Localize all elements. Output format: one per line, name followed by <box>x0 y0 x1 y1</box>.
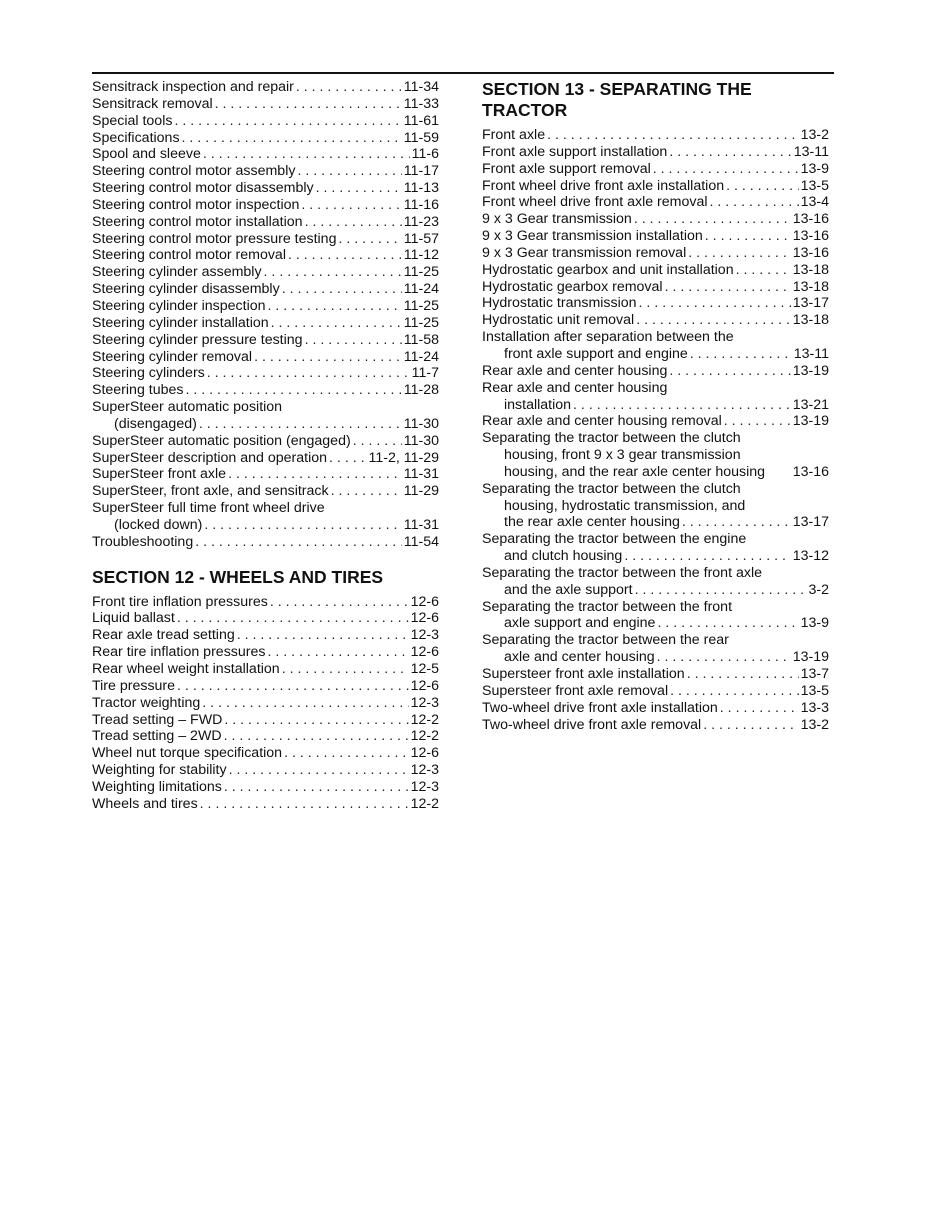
index-entry[interactable] <box>92 745 439 762</box>
entry-title: Steering control motor installation <box>92 213 303 230</box>
index-entry[interactable] <box>482 178 829 195</box>
entry-title: Rear axle and center housing removal <box>482 413 722 430</box>
page-number: 12-3 <box>410 778 439 795</box>
entry-title: Front wheel drive front axle removal <box>482 194 708 211</box>
index-entry[interactable] <box>482 363 829 380</box>
index-entry[interactable] <box>92 365 439 382</box>
dot-leader <box>690 346 792 363</box>
entry-title: Rear axle and center housing <box>482 379 668 396</box>
index-entry[interactable] <box>92 627 439 644</box>
index-entry[interactable] <box>92 762 439 779</box>
section12-index-list <box>92 594 439 813</box>
dot-leader <box>228 466 402 483</box>
entry-title: Tractor weighting <box>92 694 201 711</box>
dot-leader <box>182 130 402 147</box>
entry-title: Separating the tractor between the clutch <box>482 430 741 447</box>
page-number: 11-16 <box>403 196 439 213</box>
index-entry[interactable] <box>92 610 439 627</box>
entry-title: Wheels and tires <box>92 795 198 812</box>
dot-leader <box>329 450 366 467</box>
entry-title: Steering control motor removal <box>92 247 286 264</box>
page-number: 12-6 <box>410 745 439 762</box>
dot-leader <box>331 483 402 500</box>
dot-leader <box>186 382 402 399</box>
dot-leader <box>669 363 790 380</box>
page-number: 11-29 <box>403 483 439 500</box>
entry-title: Tread setting – 2WD <box>92 728 222 745</box>
entry-title: 9 x 3 Gear transmission <box>482 211 632 228</box>
entry-title: Steering cylinder inspection <box>92 297 266 314</box>
entry-continuation: installation <box>504 396 572 413</box>
entry-title: Wheel nut torque specification <box>92 745 283 762</box>
page-number: 13-17 <box>792 295 829 312</box>
dot-leader <box>200 796 409 813</box>
top-rule <box>92 72 834 74</box>
page-number: 11-31 <box>403 516 439 533</box>
index-entry[interactable] <box>92 661 439 678</box>
entry-title: Rear tire inflation pressures <box>92 644 266 661</box>
index-entry[interactable] <box>482 632 829 666</box>
page-number: 11-24 <box>403 281 439 298</box>
dot-leader <box>301 197 401 214</box>
index-entry[interactable] <box>92 315 439 332</box>
entry-title: Spool and sleeve <box>92 146 201 163</box>
dot-leader <box>724 413 791 430</box>
entry-continuation: housing, and the rear axle center housing <box>504 463 766 480</box>
page-number: 11-13 <box>403 180 439 197</box>
page-number: 12-2 <box>410 711 439 728</box>
entry-title: 9 x 3 Gear transmission installation <box>482 228 703 245</box>
index-entry[interactable] <box>92 349 439 366</box>
dot-leader <box>726 178 798 195</box>
index-entry[interactable] <box>482 295 829 312</box>
dot-leader <box>353 433 402 450</box>
index-entry[interactable] <box>92 231 439 248</box>
entry-title: SuperSteer front axle <box>92 466 227 483</box>
dot-leader <box>687 666 799 683</box>
page-number: 13-9 <box>800 615 829 632</box>
entry-title: Separating the tractor between the clutch <box>482 480 741 497</box>
page-number: 12-5 <box>410 661 439 677</box>
entry-title: Front axle support removal <box>482 160 651 177</box>
dot-leader <box>657 615 798 632</box>
index-entry[interactable] <box>92 712 439 729</box>
page-number: 12-6 <box>410 610 439 627</box>
entry-title: Troubleshooting <box>92 533 194 550</box>
index-entry[interactable] <box>92 130 439 147</box>
index-entry[interactable] <box>92 163 439 180</box>
page-number: 13-9 <box>800 160 829 177</box>
page-number: 13-3 <box>800 699 829 716</box>
entry-title: SuperSteer automatic position (engaged) <box>92 432 351 449</box>
index-entry[interactable] <box>482 194 829 211</box>
index-entry[interactable] <box>92 146 439 163</box>
index-entry[interactable] <box>482 329 829 363</box>
entry-continuation: and clutch housing <box>504 548 623 565</box>
page-number: 11-30 <box>403 432 439 449</box>
dot-leader <box>703 717 798 734</box>
entry-title: Steering control motor assembly <box>92 163 296 180</box>
index-entry[interactable] <box>482 599 829 633</box>
dot-leader <box>639 295 791 312</box>
page-number: 12-6 <box>410 593 439 610</box>
entry-continuation: (locked down) <box>114 516 203 533</box>
entry-title: Supersteer front axle installation <box>482 666 685 682</box>
entry-title: Sensitrack inspection and repair <box>92 79 294 95</box>
index-entry[interactable] <box>92 594 439 611</box>
dot-leader <box>705 228 791 245</box>
index-entry[interactable] <box>482 279 829 296</box>
index-entry[interactable] <box>92 96 439 113</box>
page-number: 11-33 <box>403 95 439 112</box>
section11-index-list <box>92 79 439 551</box>
dot-leader <box>710 194 799 211</box>
index-entry[interactable] <box>92 382 439 399</box>
entry-title: SuperSteer automatic position <box>92 399 283 416</box>
page-number: 11-54 <box>403 533 439 550</box>
entry-title: Separating the tractor between the front axle <box>482 564 762 581</box>
dot-leader <box>271 315 402 332</box>
entry-title: Special tools <box>92 112 173 129</box>
entry-title: Rear axle and center housing <box>482 362 668 379</box>
index-entry[interactable] <box>92 281 439 298</box>
index-entry[interactable] <box>92 450 439 467</box>
dot-leader <box>573 397 791 414</box>
index-entry[interactable] <box>482 211 829 228</box>
index-entry[interactable] <box>92 433 439 450</box>
dot-leader <box>720 700 799 717</box>
index-entry[interactable] <box>482 127 829 144</box>
entry-title: Rear axle tread setting <box>92 627 235 644</box>
page-number: 13-18 <box>792 278 829 295</box>
page-number: 13-11 <box>793 345 829 362</box>
page-number: 13-5 <box>800 177 829 194</box>
page-number: 12-6 <box>410 677 439 694</box>
index-entry[interactable] <box>482 666 829 683</box>
index-entry[interactable] <box>92 534 439 551</box>
dot-leader <box>736 262 791 279</box>
index-entry[interactable] <box>92 678 439 695</box>
dot-leader <box>203 146 410 163</box>
index-entry[interactable] <box>482 531 829 565</box>
page-number: 12-3 <box>410 694 439 711</box>
entry-continuation: (disengaged) <box>114 415 197 432</box>
entry-title: Front tire inflation pressures <box>92 593 268 610</box>
entry-title: Front wheel drive front axle installation <box>482 177 725 194</box>
page-number: 11-58 <box>403 331 439 348</box>
entry-title: Front axle <box>482 127 546 143</box>
dot-leader <box>174 113 401 130</box>
index-entry[interactable] <box>92 332 439 349</box>
entry-title: Sensitrack removal <box>92 95 213 112</box>
page-number: 11-34 <box>403 79 439 95</box>
dot-leader <box>288 247 402 264</box>
dot-leader <box>305 214 402 231</box>
page-number: 13-16 <box>792 211 829 228</box>
dot-leader <box>297 163 401 180</box>
index-entry[interactable] <box>92 500 439 534</box>
entry-title: Two-wheel drive front axle removal <box>482 716 702 733</box>
index-entry[interactable] <box>482 380 829 414</box>
index-entry[interactable] <box>482 700 829 717</box>
page-number: 13-21 <box>792 396 829 413</box>
entry-title: Steering control motor pressure testing <box>92 230 337 247</box>
index-entry[interactable] <box>92 728 439 745</box>
dot-leader <box>635 582 807 599</box>
page-number: 12-2 <box>410 795 439 812</box>
entry-title: Tire pressure <box>92 677 176 694</box>
entry-title: Hydrostatic transmission <box>482 295 637 312</box>
page-number: 13-19 <box>792 413 829 430</box>
index-entry[interactable] <box>92 399 439 433</box>
entry-title: Separating the tractor between the front <box>482 598 733 615</box>
dot-leader <box>229 762 409 779</box>
page-number: 13-16 <box>792 244 829 261</box>
dot-leader <box>264 264 402 281</box>
page-number: 11-17 <box>403 163 439 180</box>
entry-title: Hydrostatic unit removal <box>482 312 635 329</box>
entry-continuation: and the axle support <box>504 581 633 598</box>
entry-title: Hydrostatic gearbox and unit installation <box>482 261 734 278</box>
dot-leader <box>669 144 791 161</box>
entry-title: 9 x 3 Gear transmission removal <box>482 244 687 261</box>
page-number: 12-6 <box>410 644 439 661</box>
dot-leader <box>316 180 402 197</box>
section13-heading-line1: SECTION 13 - SEPARATING THE <box>482 79 752 99</box>
index-entry[interactable] <box>482 565 829 599</box>
dot-leader <box>268 298 402 315</box>
index-entry[interactable] <box>482 228 829 245</box>
entry-title: Installation after separation between the <box>482 329 734 346</box>
dot-leader <box>636 312 791 329</box>
entry-title: Steering control motor inspection <box>92 196 300 213</box>
page-number: 13-2 <box>800 716 829 733</box>
dot-leader <box>177 678 409 695</box>
entry-title: Steering cylinder pressure testing <box>92 331 303 348</box>
entry-continuation: front axle support and engine <box>504 345 688 362</box>
dot-leader <box>282 661 409 678</box>
entry-title: Weighting limitations <box>92 778 222 795</box>
dot-leader <box>202 695 408 712</box>
entry-title: SuperSteer full time front wheel drive <box>92 500 325 517</box>
dot-leader <box>224 779 409 796</box>
page-number: 13-18 <box>792 312 829 329</box>
index-entry[interactable] <box>482 717 829 734</box>
page-number: 13-2 <box>800 127 829 143</box>
entry-continuation: axle support and engine <box>504 615 656 632</box>
page-number: 11-23 <box>403 213 439 230</box>
page-number: 11-6 <box>411 146 439 163</box>
page-number: 11-24 <box>403 348 439 365</box>
dot-leader <box>296 79 402 96</box>
page-number: 11-28 <box>403 382 439 399</box>
page-number: 11-2, 11-29 <box>368 449 439 466</box>
index-entry[interactable] <box>92 483 439 500</box>
page-number: 11-31 <box>403 466 439 483</box>
index-entry[interactable] <box>92 695 439 712</box>
page-number: 11-57 <box>403 230 439 247</box>
entry-title: Front axle support installation <box>482 143 668 160</box>
right-column <box>482 79 829 733</box>
dot-leader <box>670 683 798 700</box>
dot-leader <box>177 610 409 627</box>
dot-leader <box>305 332 402 349</box>
entry-title: SuperSteer description and operation <box>92 449 328 466</box>
entry-title: Steering control motor disassembly <box>92 180 314 197</box>
index-entry[interactable] <box>482 312 829 329</box>
entry-title: Steering tubes <box>92 382 184 399</box>
index-entry[interactable] <box>92 796 439 813</box>
section13-heading-line2: TRACTOR <box>482 100 568 120</box>
dot-leader <box>657 649 791 666</box>
dot-leader <box>282 281 402 298</box>
page-number: 11-25 <box>403 264 439 281</box>
entry-title: Tread setting – FWD <box>92 711 223 728</box>
page-number: 13-12 <box>792 548 829 565</box>
dot-leader <box>284 745 409 762</box>
dot-leader <box>224 712 408 729</box>
entry-continuation: housing, hydrostatic transmission, and <box>504 497 746 514</box>
entry-title: Supersteer front axle removal <box>482 682 669 699</box>
page-number: 11-30 <box>403 415 439 432</box>
page-number: 11-25 <box>403 314 439 331</box>
entry-title: Separating the tractor between the engine <box>482 531 747 548</box>
index-entry[interactable] <box>92 779 439 796</box>
page-number: 3-2 <box>808 581 829 598</box>
dot-leader <box>688 245 790 262</box>
page-number: 13-4 <box>800 194 829 211</box>
dot-leader <box>682 514 791 531</box>
index-entry[interactable] <box>482 430 829 481</box>
page-number: 13-5 <box>800 682 829 699</box>
entry-title: Steering cylinder removal <box>92 348 253 365</box>
index-entry[interactable] <box>92 264 439 281</box>
entry-title: Separating the tractor between the rear <box>482 632 729 649</box>
entry-title: Weighting for stability <box>92 762 227 779</box>
entry-title: Hydrostatic gearbox removal <box>482 278 663 295</box>
dot-leader <box>270 594 409 611</box>
index-entry[interactable] <box>482 262 829 279</box>
dot-leader <box>267 644 408 661</box>
index-entry[interactable] <box>92 466 439 483</box>
page-number: 13-18 <box>792 261 829 278</box>
section13-index-list <box>482 127 829 733</box>
page-number: 13-19 <box>792 649 829 666</box>
dot-leader <box>215 96 402 113</box>
dot-leader <box>624 548 790 565</box>
index-entry[interactable] <box>92 644 439 661</box>
entry-title: Specifications <box>92 129 180 146</box>
entry-continuation: the rear axle center housing <box>504 514 680 531</box>
dot-leader <box>634 211 791 228</box>
dot-leader <box>207 365 410 382</box>
page-number: 11-25 <box>403 297 439 314</box>
page-number: 11-61 <box>403 112 439 129</box>
page-number: 13-17 <box>792 514 829 531</box>
page-number: 13-19 <box>792 362 829 379</box>
dot-leader <box>199 416 402 433</box>
index-entry[interactable] <box>92 113 439 130</box>
page-number: 11-7 <box>411 365 439 382</box>
dot-leader <box>653 161 799 178</box>
index-entry[interactable] <box>482 683 829 700</box>
page-number: 12-3 <box>410 627 439 644</box>
dot-leader <box>204 517 401 534</box>
index-entry[interactable] <box>482 481 829 532</box>
index-entry[interactable] <box>482 161 829 178</box>
entry-title: Steering cylinder installation <box>92 314 269 331</box>
page-number: 11-59 <box>403 129 439 146</box>
entry-continuation: axle and center housing <box>504 649 655 666</box>
index-entry[interactable] <box>92 197 439 214</box>
entry-title: Steering cylinders <box>92 365 205 382</box>
entry-title: SuperSteer, front axle, and sensitrack <box>92 483 329 500</box>
left-column <box>92 79 439 813</box>
page-number: 13-16 <box>792 463 829 480</box>
dot-leader <box>237 627 409 644</box>
dot-leader <box>338 231 401 248</box>
dot-leader <box>224 728 409 745</box>
entry-title: Steering cylinder disassembly <box>92 281 280 298</box>
page-number: 12-3 <box>410 762 439 779</box>
dot-leader <box>665 279 791 296</box>
page-number: 13-11 <box>793 143 829 160</box>
entry-title: Steering cylinder assembly <box>92 264 262 281</box>
section12-heading: SECTION 12 - WHEELS AND TIRES <box>92 566 384 587</box>
section13-heading <box>482 79 829 121</box>
index-entry[interactable] <box>92 214 439 231</box>
index-entry[interactable] <box>92 79 439 96</box>
dot-leader <box>195 534 402 551</box>
dot-leader <box>547 127 799 144</box>
entry-continuation: housing, front 9 x 3 gear transmission <box>504 447 741 464</box>
entry-title: Liquid ballast <box>92 610 175 627</box>
index-entry[interactable] <box>482 245 829 262</box>
entry-title: Rear wheel weight installation <box>92 661 280 677</box>
index-entry[interactable] <box>482 413 829 430</box>
index-entry[interactable] <box>92 298 439 315</box>
dot-leader <box>254 349 402 366</box>
page-number: 11-12 <box>403 247 439 264</box>
index-entry[interactable] <box>92 180 439 197</box>
page-number: 13-16 <box>792 228 829 245</box>
entry-title: Two-wheel drive front axle installation <box>482 699 718 716</box>
page-number: 13-7 <box>800 666 829 682</box>
index-entry[interactable] <box>92 247 439 264</box>
index-entry[interactable] <box>482 144 829 161</box>
page-number: 12-2 <box>410 728 439 745</box>
